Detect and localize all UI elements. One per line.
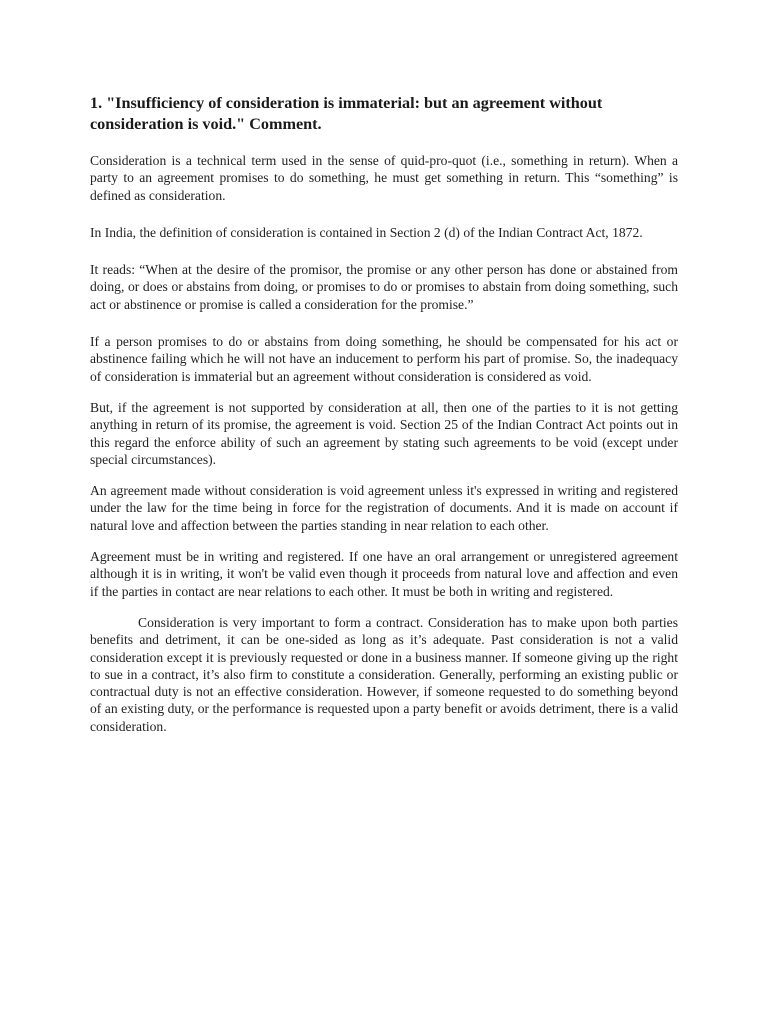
paragraph-writing-registered: Agreement must be in writing and registered. If one have an oral arrangement or unregistered agreement although it is in writing, it won't be valid even though it proceeds from natural love and affection and even if the parties in contact are near relations to each other. It must be both in writing and registered. [90, 549, 678, 599]
paragraph-section-25: But, if the agreement is not supported by consideration at all, then one of the parties to it is not getting anything in return of its promise, the agreement is void. Section 25 of the Indian Contract Act points out in this regard the enforce ability of such an agreement by stating such agreements to be void (except under special circumstances). [90, 399, 678, 467]
paragraph-section-quote: It reads: “When at the desire of the promisor, the promise or any other person has done or abstained from doing, or does or abstains from doing, or promises to do or promises to abstain from doing something, such act or abstinence or promise is called a consideration for the promise.” [90, 262, 678, 312]
paragraph-definition-intro: Consideration is a technical term used in the sense of quid-pro-quot (i.e., something in return). When a party to an agreement promises to do something, he must get something in return. This “something” is defined as consideration. [90, 153, 678, 203]
document-page [90, 93, 678, 735]
paragraph-india-definition: In India, the definition of consideration is contained in Section 2 (d) of the Indian Contract Act, 1872. [90, 224, 643, 240]
paragraph-void-agreement: An agreement made without consideration is void agreement unless it's expressed in writing and registered under the law for the time being in force for the registration of documents. And it is made on account if natural love and affection between the parties standing in near relation to each other. [90, 483, 678, 533]
document-heading: 1. "Insufficiency of consideration is immaterial: but an agreement without consideration is void." Comment. [90, 94, 603, 133]
paragraph-importance: Consideration is very important to form a contract. Consideration has to make upon both parties benefits and detriment, it can be one-sided as long as it’s adequate. Past consideration is not a valid consideration except it is previously requested or done in a business manner. If someone giving up the right to sue in a contract, it’s also firm to constitute a consideration. Generally, performing an existing public or contractual duty is not an effective consideration. However, if someone requested to do something beyond of an existing duty, or the performance is requested upon a party benefit or avoids detriment, there is a valid consideration. [90, 614, 678, 734]
paragraph-compensation: If a person promises to do or abstains from doing something, he should be compensated for his act or abstinence failing which he will not have an inducement to perform his part of promise. So, the inadequacy of consideration is immaterial but an agreement without consideration is considered as void. [90, 334, 678, 384]
